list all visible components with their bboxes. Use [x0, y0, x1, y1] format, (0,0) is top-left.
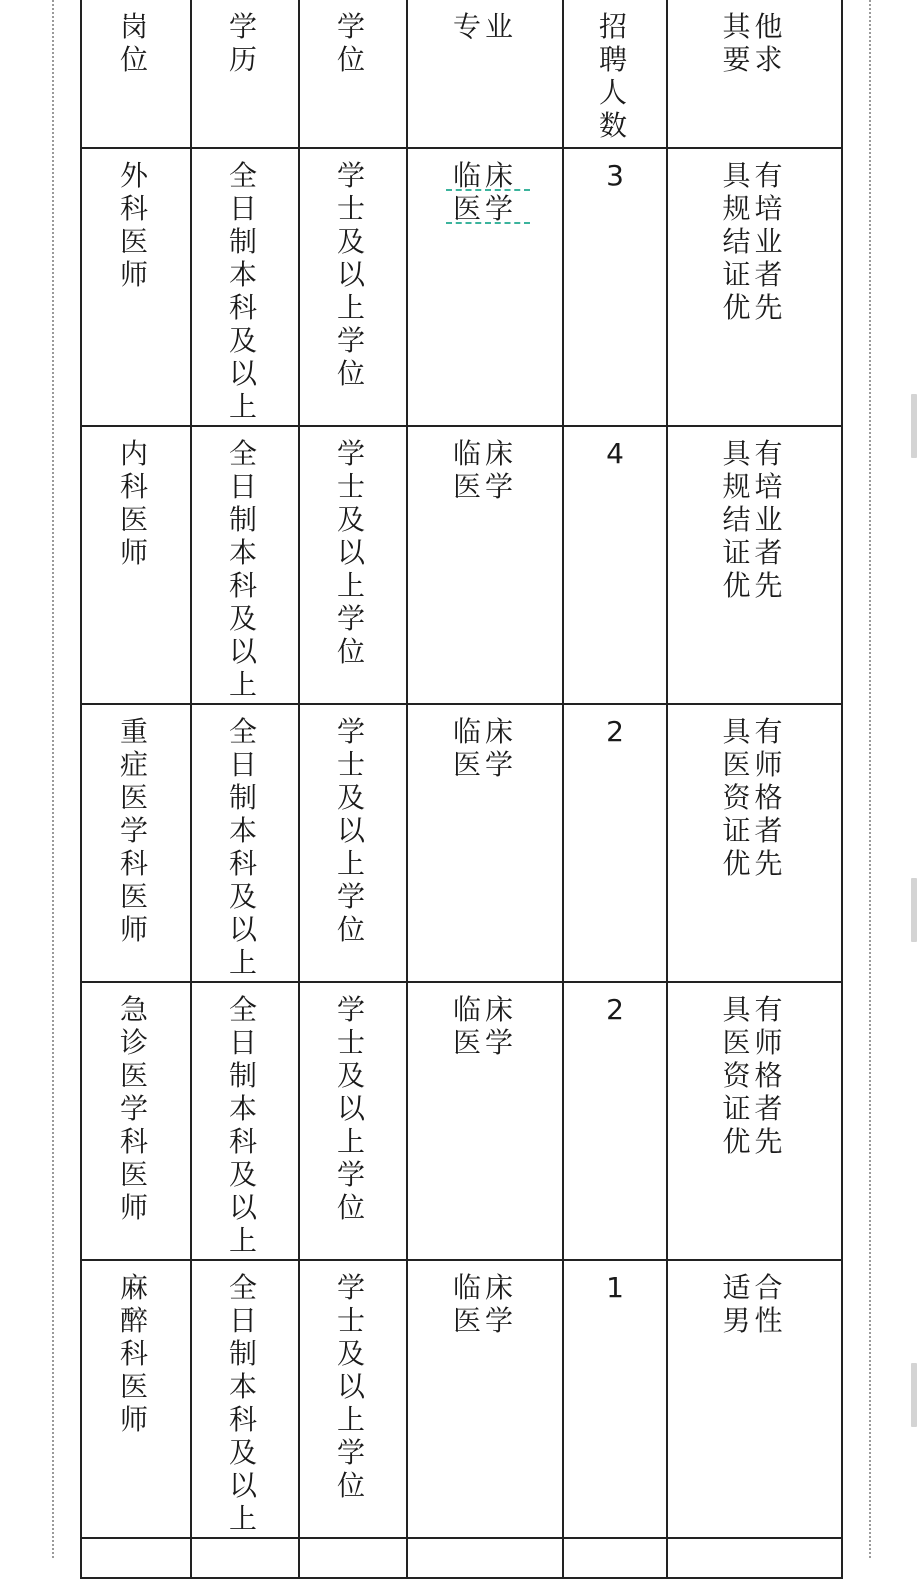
cell-education: 全日制本科及以上 [191, 426, 299, 704]
page-left-edge [52, 0, 54, 1558]
cell-degree: 学士及以上学位 [299, 1260, 407, 1538]
cell-count: 3 [563, 148, 667, 426]
cell-education: 全日制本科及以上 [191, 982, 299, 1260]
header-position: 岗位 [81, 0, 191, 148]
cell-degree: 学士及以上学位 [299, 426, 407, 704]
table-row-partial [81, 1538, 842, 1578]
table-header-row [81, 0, 842, 148]
cell-degree: 学士及以上学位 [299, 982, 407, 1260]
cell-major: 临床医学 [407, 1260, 563, 1538]
header-major: 专业 [407, 0, 563, 148]
cell-position: 麻醉科医师 [81, 1260, 191, 1538]
cell-degree: 学士及以上学位 [299, 148, 407, 426]
cell-position: 重症医学科医师 [81, 704, 191, 982]
recruitment-table [80, 0, 843, 1579]
table-row [81, 426, 842, 704]
cell-degree: 学士及以上学位 [299, 704, 407, 982]
cell-position: 内科医师 [81, 426, 191, 704]
table-row [81, 704, 842, 982]
cell-requirement: 适合男性 [667, 1260, 842, 1538]
spellcheck-underline [446, 189, 530, 191]
cell-requirement: 具有医师资格证者优先 [667, 704, 842, 982]
cell-requirement: 具有规培结业证者优先 [667, 148, 842, 426]
table-row [81, 148, 842, 426]
cell-education: 全日制本科及以上 [191, 148, 299, 426]
cell-major: 临床医学 [407, 704, 563, 982]
table-row [81, 1260, 842, 1538]
spellcheck-underline [446, 222, 530, 224]
cell-major: 临床医学 [407, 148, 563, 426]
scroll-marker[interactable] [911, 394, 917, 458]
cell-major: 临床医学 [407, 426, 563, 704]
cell-position: 急诊医学科医师 [81, 982, 191, 1260]
cell-count: 1 [563, 1260, 667, 1538]
header-education: 学历 [191, 0, 299, 148]
cell-count: 2 [563, 982, 667, 1260]
scroll-marker[interactable] [911, 1363, 917, 1427]
cell-position: 外科医师 [81, 148, 191, 426]
header-count: 招聘人数 [563, 0, 667, 148]
cell-count: 4 [563, 426, 667, 704]
page-right-edge [869, 0, 871, 1558]
cell-education: 全日制本科及以上 [191, 704, 299, 982]
header-degree: 学位 [299, 0, 407, 148]
table-row [81, 982, 842, 1260]
header-requirement: 其他要求 [667, 0, 842, 148]
cell-requirement: 具有规培结业证者优先 [667, 426, 842, 704]
cell-education: 全日制本科及以上 [191, 1260, 299, 1538]
cell-major: 临床医学 [407, 982, 563, 1260]
cell-count: 2 [563, 704, 667, 982]
cell-requirement: 具有医师资格证者优先 [667, 982, 842, 1260]
scroll-marker[interactable] [911, 878, 917, 942]
